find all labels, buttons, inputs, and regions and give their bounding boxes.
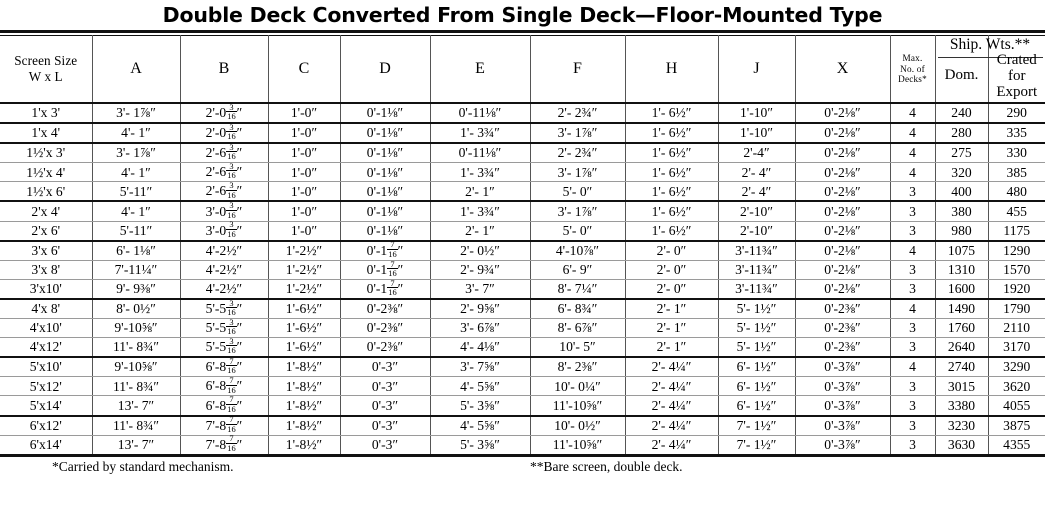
cell-dim-b: 6'-8 $\frac{7}{16}$ ″ bbox=[180, 377, 268, 396]
cell-dim-d: 0'-3″ bbox=[340, 396, 430, 416]
cell-dim-x: 0'-2⅜″ bbox=[795, 299, 890, 319]
cell-ship-wt-dom: 275 bbox=[935, 143, 988, 163]
table-row bbox=[0, 104, 1045, 123]
table-row bbox=[0, 338, 1045, 358]
cell-dim-j: 1'-10″ bbox=[718, 104, 795, 123]
cell-max-decks: 3 bbox=[890, 377, 935, 396]
cell-dim-h: 2'- 0″ bbox=[625, 241, 718, 261]
cell-dim-c: 1'-0″ bbox=[268, 123, 340, 143]
cell-ship-wt-export: 3620 bbox=[988, 377, 1045, 396]
table-row bbox=[0, 221, 1045, 241]
cell-dim-j: 3'-11¾″ bbox=[718, 279, 795, 299]
cell-dim-a: 11'- 8¾″ bbox=[92, 377, 180, 396]
cell-dim-a: 4'- 1″ bbox=[92, 163, 180, 182]
cell-dim-h: 1'- 6½″ bbox=[625, 182, 718, 202]
cell-dim-d: 0'-3″ bbox=[340, 416, 430, 436]
cell-dim-f: 2'- 2¾″ bbox=[530, 104, 625, 123]
cell-max-decks: 3 bbox=[890, 182, 935, 202]
fraction: $\frac{3}{16}$ bbox=[227, 180, 236, 200]
cell-dim-a: 9'-10⅝″ bbox=[92, 319, 180, 338]
cell-dim-a: 3'- 1⅞″ bbox=[92, 143, 180, 163]
cell-ship-wt-dom: 2740 bbox=[935, 357, 988, 377]
table-row bbox=[0, 319, 1045, 338]
cell-max-decks: 4 bbox=[890, 143, 935, 163]
cell-max-decks: 3 bbox=[890, 221, 935, 241]
cell-dim-x: 0'-2⅛″ bbox=[795, 279, 890, 299]
cell-dim-a: 4'- 1″ bbox=[92, 123, 180, 143]
header-col-f: F bbox=[530, 36, 625, 104]
cell-screen-size: 5'x14' bbox=[0, 396, 92, 416]
cell-dim-j: 2'- 4″ bbox=[718, 163, 795, 182]
cell-screen-size: 3'x 6' bbox=[0, 241, 92, 261]
cell-dim-b: 4'-2½″ bbox=[180, 279, 268, 299]
cell-dim-c: 1'-8½″ bbox=[268, 357, 340, 377]
cell-ship-wt-dom: 3630 bbox=[935, 435, 988, 455]
cell-dim-f: 10'- 0¼″ bbox=[530, 377, 625, 396]
cell-dim-x: 0'-3⅞″ bbox=[795, 435, 890, 455]
cell-dim-d: 0'-1⅛″ bbox=[340, 123, 430, 143]
fraction: $\frac{7}{16}$ bbox=[227, 414, 236, 434]
header-col-x: X bbox=[795, 36, 890, 104]
cell-ship-wt-dom: 280 bbox=[935, 123, 988, 143]
page-title: Double Deck Converted From Single Deck—Floor-Mounted Type bbox=[162, 3, 883, 27]
table-row bbox=[0, 123, 1045, 143]
cell-dim-c: 1'-6½″ bbox=[268, 338, 340, 358]
footnotes bbox=[0, 459, 1045, 479]
cell-dim-h: 1'- 6½″ bbox=[625, 201, 718, 221]
cell-dim-h: 2'- 4¼″ bbox=[625, 357, 718, 377]
cell-dim-f: 3'- 1⅞″ bbox=[530, 123, 625, 143]
cell-dim-a: 5'-11″ bbox=[92, 182, 180, 202]
table-row bbox=[0, 299, 1045, 319]
cell-dim-b: 7'-8 $\frac{7}{16}$ ″ bbox=[180, 435, 268, 455]
header-dom: Dom. bbox=[944, 67, 979, 84]
cell-dim-x: 0'-2⅛″ bbox=[795, 201, 890, 221]
table-row bbox=[0, 357, 1045, 377]
table-row bbox=[0, 377, 1045, 396]
cell-dim-e: 0'-11⅛″ bbox=[430, 104, 530, 123]
cell-screen-size: 5'x10' bbox=[0, 357, 92, 377]
cell-ship-wt-dom: 320 bbox=[935, 163, 988, 182]
cell-screen-size: 3'x10' bbox=[0, 279, 92, 299]
header-screen-size-line1: Screen Size bbox=[14, 52, 78, 68]
cell-ship-wt-export: 3290 bbox=[988, 357, 1045, 377]
header-col-a: A bbox=[92, 36, 180, 104]
cell-ship-wt-export: 3875 bbox=[988, 416, 1045, 436]
header-col-h: H bbox=[625, 36, 718, 104]
cell-dim-d: 0'-3″ bbox=[340, 435, 430, 455]
cell-dim-b: 6'-8 $\frac{7}{16}$ ″ bbox=[180, 396, 268, 416]
cell-dim-x: 0'-3⅞″ bbox=[795, 396, 890, 416]
cell-dim-j: 2'-10″ bbox=[718, 221, 795, 241]
cell-dim-e: 1'- 3¾″ bbox=[430, 163, 530, 182]
cell-dim-e: 0'-11⅛″ bbox=[430, 143, 530, 163]
cell-dim-j: 2'-4″ bbox=[718, 143, 795, 163]
cell-dim-c: 1'-8½″ bbox=[268, 396, 340, 416]
header-screen-size bbox=[0, 36, 92, 104]
cell-dim-c: 1'-6½″ bbox=[268, 299, 340, 319]
cell-dim-c: 1'-0″ bbox=[268, 201, 340, 221]
cell-dim-h: 2'- 4¼″ bbox=[625, 435, 718, 455]
cell-dim-h: 2'- 1″ bbox=[625, 299, 718, 319]
cell-dim-x: 0'-2⅛″ bbox=[795, 241, 890, 261]
cell-max-decks: 4 bbox=[890, 299, 935, 319]
cell-screen-size: 3'x 8' bbox=[0, 260, 92, 279]
fraction: $\frac{3}{16}$ bbox=[227, 297, 236, 318]
cell-dim-a: 6'- 1⅛″ bbox=[92, 241, 180, 261]
cell-dim-c: 1'-2½″ bbox=[268, 279, 340, 299]
cell-dim-d: 0'-1⅛″ bbox=[340, 201, 430, 221]
cell-dim-a: 8'- 0½″ bbox=[92, 299, 180, 319]
cell-screen-size: 1'x 4' bbox=[0, 123, 92, 143]
cell-ship-wt-dom: 980 bbox=[935, 221, 988, 241]
cell-max-decks: 4 bbox=[890, 104, 935, 123]
fraction: $\frac{7}{16}$ bbox=[227, 433, 236, 453]
cell-max-decks: 4 bbox=[890, 123, 935, 143]
cell-dim-j: 6'- 1½″ bbox=[718, 396, 795, 416]
cell-dim-b: 5'-5 $\frac{3}{16}$ ″ bbox=[180, 319, 268, 338]
cell-screen-size: 5'x12' bbox=[0, 377, 92, 396]
cell-screen-size: 4'x10' bbox=[0, 319, 92, 338]
fraction: $\frac{3}{16}$ bbox=[227, 121, 236, 142]
table-body bbox=[0, 101, 1045, 455]
table-row bbox=[0, 182, 1045, 202]
header-crated-for-export bbox=[988, 36, 1045, 104]
cell-dim-a: 11'- 8¾″ bbox=[92, 416, 180, 436]
cell-ship-wt-export: 330 bbox=[988, 143, 1045, 163]
cell-dim-j: 3'-11¾″ bbox=[718, 260, 795, 279]
cell-dim-f: 4'-10⅞″ bbox=[530, 241, 625, 261]
cell-dim-f: 8'- 2⅜″ bbox=[530, 357, 625, 377]
fraction: $\frac{7}{16}$ bbox=[227, 394, 236, 414]
cell-ship-wt-dom: 1075 bbox=[935, 241, 988, 261]
cell-dim-j: 7'- 1½″ bbox=[718, 416, 795, 436]
fraction: $\frac{3}{16}$ bbox=[227, 316, 236, 337]
cell-dim-f: 10'- 5″ bbox=[530, 338, 625, 358]
cell-ship-wt-export: 1175 bbox=[988, 221, 1045, 241]
cell-dim-b: 2'-6 $\frac{3}{16}$ ″ bbox=[180, 163, 268, 182]
cell-dim-c: 1'-2½″ bbox=[268, 241, 340, 261]
cell-max-decks: 3 bbox=[890, 435, 935, 455]
cell-ship-wt-export: 385 bbox=[988, 163, 1045, 182]
cell-dim-d: 0'-1 $\frac{7}{16}$ ″ bbox=[340, 279, 430, 299]
cell-dim-c: 1'-0″ bbox=[268, 104, 340, 123]
header-max-decks-line1: Max. bbox=[902, 52, 923, 63]
cell-ship-wt-export: 480 bbox=[988, 182, 1045, 202]
cell-dim-h: 2'- 4¼″ bbox=[625, 416, 718, 436]
cell-dim-e: 5'- 3⅝″ bbox=[430, 435, 530, 455]
cell-dim-d: 0'-2⅜″ bbox=[340, 299, 430, 319]
cell-dim-x: 0'-2⅛″ bbox=[795, 123, 890, 143]
cell-dim-a: 13'- 7″ bbox=[92, 435, 180, 455]
cell-dim-b: 2'-0 $\frac{3}{16}$ ″ bbox=[180, 123, 268, 143]
header-col-j: J bbox=[718, 36, 795, 104]
cell-dim-j: 5'- 1½″ bbox=[718, 338, 795, 358]
table-row bbox=[0, 416, 1045, 436]
cell-dim-j: 6'- 1½″ bbox=[718, 357, 795, 377]
cell-dim-e: 2'- 1″ bbox=[430, 182, 530, 202]
table-row bbox=[0, 201, 1045, 221]
cell-dim-e: 2'- 9⅝″ bbox=[430, 299, 530, 319]
cell-dim-x: 0'-2⅛″ bbox=[795, 163, 890, 182]
cell-max-decks: 3 bbox=[890, 319, 935, 338]
cell-dim-d: 0'-1⅛″ bbox=[340, 221, 430, 241]
table-row bbox=[0, 143, 1045, 163]
cell-dim-d: 0'-1 $\frac{7}{16}$ ″ bbox=[340, 241, 430, 261]
cell-ship-wt-dom: 3230 bbox=[935, 416, 988, 436]
header-max-decks-line2: No. of bbox=[900, 63, 925, 74]
fraction: $\frac{7}{16}$ bbox=[388, 239, 397, 259]
fraction: $\frac{3}{16}$ bbox=[227, 161, 236, 181]
table-row bbox=[0, 279, 1045, 299]
cell-dim-x: 0'-2⅜″ bbox=[795, 319, 890, 338]
cell-dim-h: 1'- 6½″ bbox=[625, 104, 718, 123]
cell-screen-size: 4'x12' bbox=[0, 338, 92, 358]
cell-dim-b: 5'-5 $\frac{3}{16}$ ″ bbox=[180, 338, 268, 358]
cell-dim-j: 5'- 1½″ bbox=[718, 299, 795, 319]
cell-dim-e: 2'- 0½″ bbox=[430, 241, 530, 261]
cell-dim-x: 0'-3⅞″ bbox=[795, 357, 890, 377]
cell-dim-c: 1'-6½″ bbox=[268, 319, 340, 338]
header-screen-size-line2: W x L bbox=[28, 69, 63, 84]
header-col-b: B bbox=[180, 36, 268, 104]
cell-dim-x: 0'-3⅞″ bbox=[795, 377, 890, 396]
cell-dim-a: 9'- 9⅜″ bbox=[92, 279, 180, 299]
cell-ship-wt-dom: 3380 bbox=[935, 396, 988, 416]
cell-dim-j: 3'-11¾″ bbox=[718, 241, 795, 261]
cell-dim-a: 9'-10⅝″ bbox=[92, 357, 180, 377]
cell-dim-b: 5'-5 $\frac{3}{16}$ ″ bbox=[180, 299, 268, 319]
cell-dim-e: 4'- 5⅝″ bbox=[430, 416, 530, 436]
cell-ship-wt-dom: 400 bbox=[935, 182, 988, 202]
cell-ship-wt-export: 3170 bbox=[988, 338, 1045, 358]
table-row bbox=[0, 163, 1045, 182]
cell-ship-wt-export: 1290 bbox=[988, 241, 1045, 261]
cell-max-decks: 4 bbox=[890, 241, 935, 261]
cell-screen-size: 2'x 4' bbox=[0, 201, 92, 221]
cell-dim-b: 6'-8 $\frac{7}{16}$ ″ bbox=[180, 357, 268, 377]
cell-ship-wt-export: 290 bbox=[988, 104, 1045, 123]
cell-dim-h: 2'- 4¼″ bbox=[625, 377, 718, 396]
cell-dim-e: 1'- 3¾″ bbox=[430, 201, 530, 221]
cell-dim-f: 10'- 0½″ bbox=[530, 416, 625, 436]
fraction: $\frac{3}{16}$ bbox=[227, 101, 236, 122]
cell-dim-x: 0'-3⅞″ bbox=[795, 416, 890, 436]
cell-dim-x: 0'-2⅛″ bbox=[795, 182, 890, 202]
cell-dim-a: 3'- 1⅞″ bbox=[92, 104, 180, 123]
cell-ship-wt-dom: 3015 bbox=[935, 377, 988, 396]
cell-dim-c: 1'-0″ bbox=[268, 143, 340, 163]
fraction: $\frac{7}{16}$ bbox=[227, 355, 236, 376]
fraction: $\frac{3}{16}$ bbox=[227, 200, 236, 220]
cell-dim-h: 1'- 6½″ bbox=[625, 163, 718, 182]
cell-ship-wt-export: 2110 bbox=[988, 319, 1045, 338]
cell-dim-j: 5'- 1½″ bbox=[718, 319, 795, 338]
fraction: $\frac{3}{16}$ bbox=[227, 335, 236, 356]
cell-dim-e: 4'- 4⅛″ bbox=[430, 338, 530, 358]
cell-ship-wt-export: 4355 bbox=[988, 435, 1045, 455]
cell-dim-f: 6'- 9″ bbox=[530, 260, 625, 279]
fraction: $\frac{7}{16}$ bbox=[227, 375, 236, 395]
table-row bbox=[0, 260, 1045, 279]
cell-screen-size: 2'x 6' bbox=[0, 221, 92, 241]
table-header-row bbox=[0, 36, 1045, 104]
table-row bbox=[0, 435, 1045, 455]
cell-ship-wt-dom: 1310 bbox=[935, 260, 988, 279]
cell-dim-d: 0'-2⅜″ bbox=[340, 319, 430, 338]
cell-dim-x: 0'-2⅛″ bbox=[795, 143, 890, 163]
header-col-d: D bbox=[340, 36, 430, 104]
cell-dim-f: 11'-10⅝″ bbox=[530, 396, 625, 416]
cell-dim-f: 3'- 1⅞″ bbox=[530, 163, 625, 182]
cell-dim-b: 3'-0 $\frac{3}{16}$ ″ bbox=[180, 201, 268, 221]
cell-screen-size: 6'x12' bbox=[0, 416, 92, 436]
cell-dim-j: 1'-10″ bbox=[718, 123, 795, 143]
cell-ship-wt-export: 4055 bbox=[988, 396, 1045, 416]
cell-dim-a: 4'- 1″ bbox=[92, 201, 180, 221]
cell-dim-c: 1'-0″ bbox=[268, 221, 340, 241]
header-max-decks-line3: Decks* bbox=[898, 74, 927, 85]
cell-dim-h: 2'- 4¼″ bbox=[625, 396, 718, 416]
cell-dim-e: 3'- 6⅞″ bbox=[430, 319, 530, 338]
cell-ship-wt-export: 455 bbox=[988, 201, 1045, 221]
header-max-decks bbox=[890, 36, 935, 104]
header-crated-line2: for bbox=[1008, 68, 1026, 85]
cell-dim-h: 2'- 0″ bbox=[625, 279, 718, 299]
table-row bbox=[0, 396, 1045, 416]
specification-table bbox=[0, 30, 1045, 457]
cell-dim-c: 1'-2½″ bbox=[268, 260, 340, 279]
cell-ship-wt-dom: 240 bbox=[935, 104, 988, 123]
cell-dim-c: 1'-0″ bbox=[268, 182, 340, 202]
cell-ship-wt-dom: 380 bbox=[935, 201, 988, 221]
cell-dim-c: 1'-8½″ bbox=[268, 435, 340, 455]
cell-dim-f: 2'- 2¾″ bbox=[530, 143, 625, 163]
cell-dim-d: 0'-3″ bbox=[340, 357, 430, 377]
cell-screen-size: 1½'x 3' bbox=[0, 143, 92, 163]
cell-max-decks: 3 bbox=[890, 338, 935, 358]
cell-dim-d: 0'-1⅛″ bbox=[340, 182, 430, 202]
cell-dim-f: 5'- 0″ bbox=[530, 182, 625, 202]
cell-dim-h: 2'- 0″ bbox=[625, 260, 718, 279]
cell-dim-h: 1'- 6½″ bbox=[625, 221, 718, 241]
fraction: $\frac{3}{16}$ bbox=[227, 141, 236, 162]
cell-dim-e: 2'- 1″ bbox=[430, 221, 530, 241]
cell-dim-c: 1'-8½″ bbox=[268, 377, 340, 396]
cell-max-decks: 3 bbox=[890, 396, 935, 416]
fraction: $\frac{7}{16}$ bbox=[388, 258, 397, 278]
cell-screen-size: 1½'x 4' bbox=[0, 163, 92, 182]
header-col-e: E bbox=[430, 36, 530, 104]
cell-dim-f: 8'- 6⅞″ bbox=[530, 319, 625, 338]
cell-max-decks: 3 bbox=[890, 260, 935, 279]
cell-dim-b: 2'-6 $\frac{3}{16}$ ″ bbox=[180, 182, 268, 202]
cell-dim-j: 2'- 4″ bbox=[718, 182, 795, 202]
header-crated-line1: Crated bbox=[996, 52, 1037, 69]
cell-dim-a: 5'-11″ bbox=[92, 221, 180, 241]
table-row bbox=[0, 241, 1045, 261]
cell-max-decks: 3 bbox=[890, 201, 935, 221]
cell-dim-h: 1'- 6½″ bbox=[625, 143, 718, 163]
cell-dim-d: 0'-1 $\frac{7}{16}$ ″ bbox=[340, 260, 430, 279]
cell-ship-wt-export: 335 bbox=[988, 123, 1045, 143]
cell-dim-f: 6'- 8¾″ bbox=[530, 299, 625, 319]
cell-dim-x: 0'-2⅜″ bbox=[795, 338, 890, 358]
cell-dim-f: 11'-10⅝″ bbox=[530, 435, 625, 455]
cell-max-decks: 4 bbox=[890, 163, 935, 182]
cell-dim-x: 0'-2⅛″ bbox=[795, 260, 890, 279]
header-crated-line3: Export bbox=[996, 84, 1038, 101]
cell-ship-wt-export: 1790 bbox=[988, 299, 1045, 319]
cell-dim-b: 4'-2½″ bbox=[180, 241, 268, 261]
cell-dim-d: 0'-1⅛″ bbox=[340, 104, 430, 123]
fraction: $\frac{3}{16}$ bbox=[227, 219, 236, 239]
cell-dim-h: 2'- 1″ bbox=[625, 319, 718, 338]
header-ship-wts: Ship. Wts.** bbox=[949, 36, 1031, 53]
cell-screen-size: 4'x 8' bbox=[0, 299, 92, 319]
cell-dim-e: 3'- 7⅝″ bbox=[430, 357, 530, 377]
cell-dim-d: 0'-1⅛″ bbox=[340, 143, 430, 163]
cell-ship-wt-dom: 1760 bbox=[935, 319, 988, 338]
footnote-single-asterisk: *Carried by standard mechanism. bbox=[52, 458, 234, 474]
cell-dim-e: 1'- 3¾″ bbox=[430, 123, 530, 143]
cell-dim-f: 8'- 7¼″ bbox=[530, 279, 625, 299]
cell-dim-b: 2'-0 $\frac{3}{16}$ ″ bbox=[180, 104, 268, 123]
cell-dim-x: 0'-2⅛″ bbox=[795, 221, 890, 241]
footnote-double-asterisk: **Bare screen, double deck. bbox=[530, 458, 683, 474]
cell-dim-b: 7'-8 $\frac{7}{16}$ ″ bbox=[180, 416, 268, 436]
cell-dim-e: 2'- 9¾″ bbox=[430, 260, 530, 279]
cell-screen-size: 1'x 3' bbox=[0, 104, 92, 123]
cell-dim-c: 1'-8½″ bbox=[268, 416, 340, 436]
cell-dim-a: 13'- 7″ bbox=[92, 396, 180, 416]
cell-dim-x: 0'-2⅛″ bbox=[795, 104, 890, 123]
cell-ship-wt-dom: 1490 bbox=[935, 299, 988, 319]
cell-screen-size: 6'x14' bbox=[0, 435, 92, 455]
cell-dim-b: 4'-2½″ bbox=[180, 260, 268, 279]
cell-max-decks: 4 bbox=[890, 357, 935, 377]
cell-screen-size: 1½'x 6' bbox=[0, 182, 92, 202]
cell-dim-e: 4'- 5⅝″ bbox=[430, 377, 530, 396]
cell-ship-wt-export: 1920 bbox=[988, 279, 1045, 299]
cell-dim-h: 1'- 6½″ bbox=[625, 123, 718, 143]
cell-dim-b: 3'-0 $\frac{3}{16}$ ″ bbox=[180, 221, 268, 241]
cell-dim-f: 3'- 1⅞″ bbox=[530, 201, 625, 221]
cell-dim-j: 6'- 1½″ bbox=[718, 377, 795, 396]
cell-dim-d: 0'-3″ bbox=[340, 377, 430, 396]
cell-dim-j: 7'- 1½″ bbox=[718, 435, 795, 455]
cell-dim-d: 0'-2⅜″ bbox=[340, 338, 430, 358]
cell-dim-j: 2'-10″ bbox=[718, 201, 795, 221]
cell-dim-c: 1'-0″ bbox=[268, 163, 340, 182]
cell-dim-b: 2'-6 $\frac{3}{16}$ ″ bbox=[180, 143, 268, 163]
cell-ship-wt-dom: 2640 bbox=[935, 338, 988, 358]
cell-ship-wt-export: 1570 bbox=[988, 260, 1045, 279]
cell-dim-f: 5'- 0″ bbox=[530, 221, 625, 241]
cell-dim-e: 3'- 7″ bbox=[430, 279, 530, 299]
cell-max-decks: 3 bbox=[890, 416, 935, 436]
cell-max-decks: 3 bbox=[890, 279, 935, 299]
cell-dim-d: 0'-1⅛″ bbox=[340, 163, 430, 182]
cell-dim-a: 11'- 8¾″ bbox=[92, 338, 180, 358]
cell-dim-h: 2'- 1″ bbox=[625, 338, 718, 358]
cell-ship-wt-dom: 1600 bbox=[935, 279, 988, 299]
header-col-c: C bbox=[268, 36, 340, 104]
cell-dim-e: 5'- 3⅝″ bbox=[430, 396, 530, 416]
cell-dim-a: 7'-11¼″ bbox=[92, 260, 180, 279]
fraction: $\frac{7}{16}$ bbox=[388, 277, 397, 298]
